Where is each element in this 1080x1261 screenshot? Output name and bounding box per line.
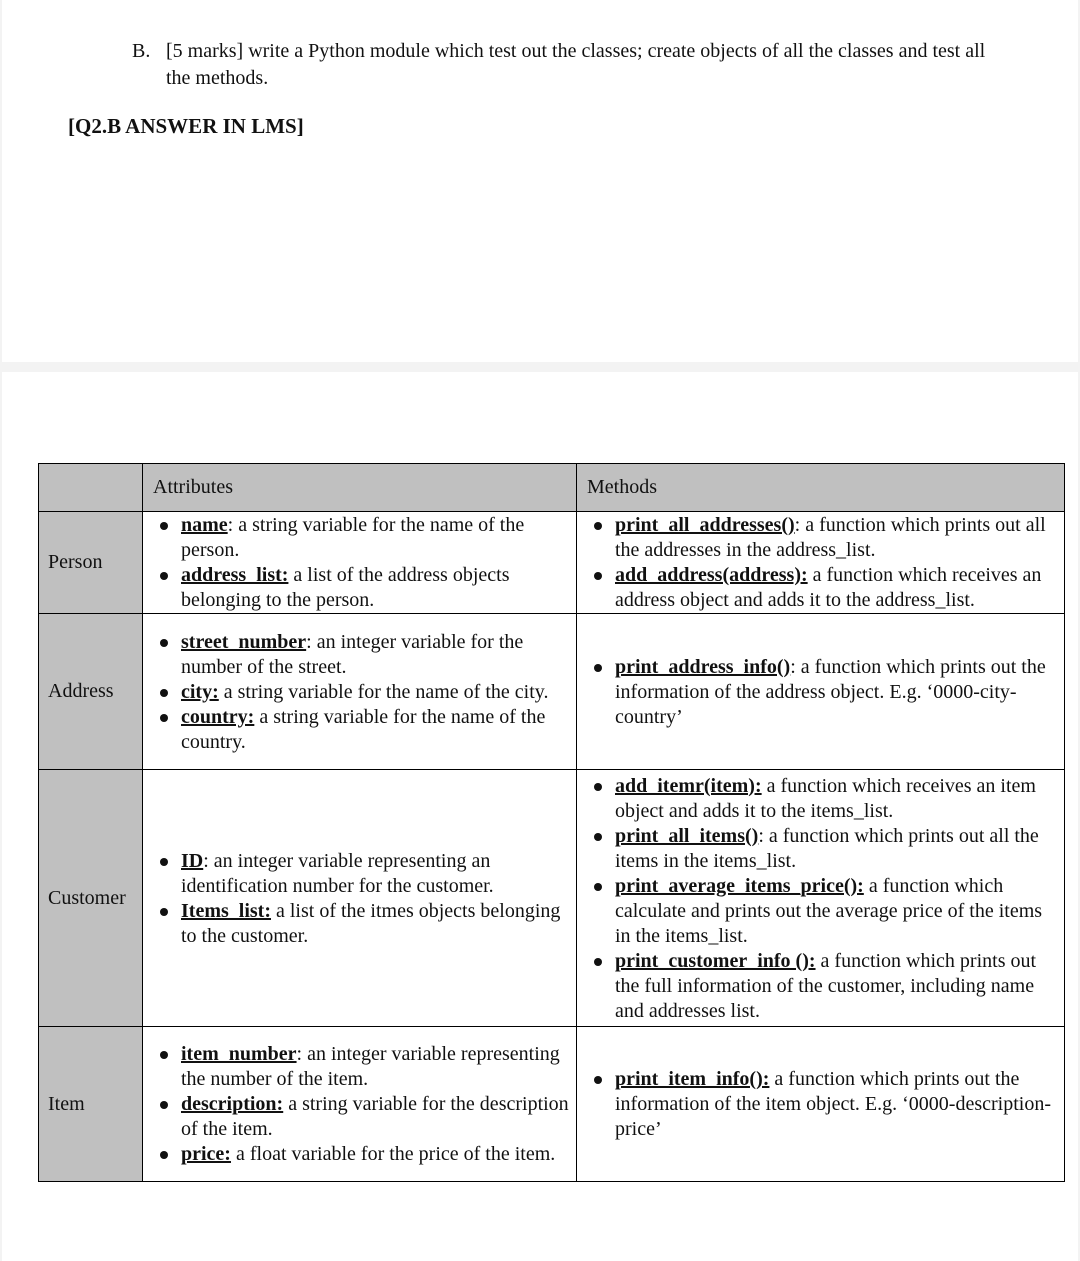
attribute-description: a float variable for the price of the item. xyxy=(230,1143,556,1165)
attribute-list xyxy=(155,849,570,949)
list-item xyxy=(589,655,1058,730)
method-name: add_address(address): xyxy=(615,564,808,586)
method-list xyxy=(589,655,1058,730)
attribute-list xyxy=(155,513,570,613)
method-name: print_address_info() xyxy=(615,655,791,678)
table-header-row xyxy=(39,464,1065,512)
method-name: add_itemr(item): xyxy=(615,774,762,797)
method-description: : a function which prints out the information of the address object. E.g. ‘0000-city-country’ xyxy=(615,655,1046,728)
method-name: print_all_addresses() xyxy=(615,514,795,536)
list-item xyxy=(155,849,570,899)
list-item xyxy=(589,513,1058,563)
attribute-name: name xyxy=(181,514,228,536)
page-top xyxy=(2,0,1078,362)
class-name-cell: Person xyxy=(39,512,143,614)
list-item xyxy=(155,513,570,563)
header-methods: Methods xyxy=(577,464,1065,512)
list-item xyxy=(155,705,570,755)
table-row xyxy=(39,1027,1065,1182)
list-item xyxy=(155,630,570,680)
class-name-cell: Customer xyxy=(39,770,143,1027)
list-item xyxy=(155,680,570,705)
attribute-name: Items_list: xyxy=(181,899,271,922)
method-description: : a function which prints out all the items in the items_list. xyxy=(615,824,1039,872)
methods-cell xyxy=(577,512,1065,614)
method-description: a function which prints out the full information of the customer, including name and addresses list. xyxy=(615,949,1037,1022)
attributes-cell xyxy=(143,770,577,1027)
method-list xyxy=(589,513,1058,613)
attributes-cell xyxy=(143,1027,577,1182)
method-description: a function which calculate and prints out the average price of the items in the items_list. xyxy=(615,874,1043,947)
answer-heading: [Q2.B ANSWER IN LMS] xyxy=(68,114,304,138)
attribute-description: : an integer variable for the number of the street. xyxy=(181,630,524,678)
attribute-list xyxy=(155,1042,570,1167)
method-description: a function which prints out the information of the item object. E.g. ‘0000-description-price’ xyxy=(615,1068,1051,1140)
method-name: print_customer_info (): xyxy=(615,949,816,972)
list-item xyxy=(589,824,1058,874)
list-item xyxy=(155,563,570,613)
method-name: print_average_items_price(): xyxy=(615,874,864,897)
method-name: print_all_items() xyxy=(615,824,759,847)
attribute-name: city: xyxy=(181,680,219,703)
list-item xyxy=(155,1142,570,1167)
question-letter: B. xyxy=(132,40,151,62)
class-name-cell: Address xyxy=(39,614,143,770)
header-class xyxy=(39,464,143,512)
method-description: : a function which prints out all the addresses in the address_list. xyxy=(615,514,1046,561)
list-item xyxy=(589,949,1058,1024)
attribute-name: street_number xyxy=(181,630,307,653)
class-spec-table xyxy=(38,463,1065,1182)
attribute-name: country: xyxy=(181,705,255,728)
attribute-description: a list of the itmes objects belonging to the customer. xyxy=(181,899,561,947)
attribute-name: price: xyxy=(181,1143,231,1165)
attribute-name: item_number xyxy=(181,1043,297,1065)
attribute-description: a string variable for the name of the country. xyxy=(181,705,546,753)
list-item xyxy=(155,1042,570,1092)
table-row xyxy=(39,512,1065,614)
method-list xyxy=(589,774,1058,1024)
question-text-block xyxy=(132,38,1012,92)
method-list xyxy=(589,1067,1058,1142)
list-item xyxy=(589,874,1058,949)
attribute-name: description: xyxy=(181,1093,284,1115)
attribute-name: address_list: xyxy=(181,564,289,586)
class-name-cell: Item xyxy=(39,1027,143,1182)
attribute-description: : a string variable for the name of the person. xyxy=(181,514,525,561)
table-row xyxy=(39,614,1065,770)
method-description: a function which receives an address object and adds it to the address_list. xyxy=(615,564,1042,611)
list-item xyxy=(589,563,1058,613)
attribute-description: : an integer variable representing an identification number for the customer. xyxy=(181,849,494,897)
list-item xyxy=(155,899,570,949)
attribute-name: ID xyxy=(181,849,204,872)
attribute-description: a string variable for the description of the item. xyxy=(181,1093,569,1140)
attributes-cell xyxy=(143,614,577,770)
attribute-description: : an integer variable representing the number of the item. xyxy=(181,1043,560,1090)
question-text: [5 marks] write a Python module which test out the classes; create objects of all the classes and test all the methods. xyxy=(166,40,986,89)
methods-cell xyxy=(577,770,1065,1027)
attribute-description: a list of the address objects belonging to the person. xyxy=(181,564,510,611)
methods-cell xyxy=(577,614,1065,770)
list-item xyxy=(589,774,1058,824)
method-name: print_item_info(): xyxy=(615,1068,770,1090)
table-row xyxy=(39,770,1065,1027)
header-attributes: Attributes xyxy=(143,464,577,512)
list-item xyxy=(589,1067,1058,1142)
methods-cell xyxy=(577,1027,1065,1182)
list-item xyxy=(155,1092,570,1142)
method-description: a function which receives an item object and adds it to the items_list. xyxy=(615,774,1036,822)
attribute-description: a string variable for the name of the city. xyxy=(218,680,549,703)
attributes-cell xyxy=(143,512,577,614)
attribute-list xyxy=(155,630,570,755)
